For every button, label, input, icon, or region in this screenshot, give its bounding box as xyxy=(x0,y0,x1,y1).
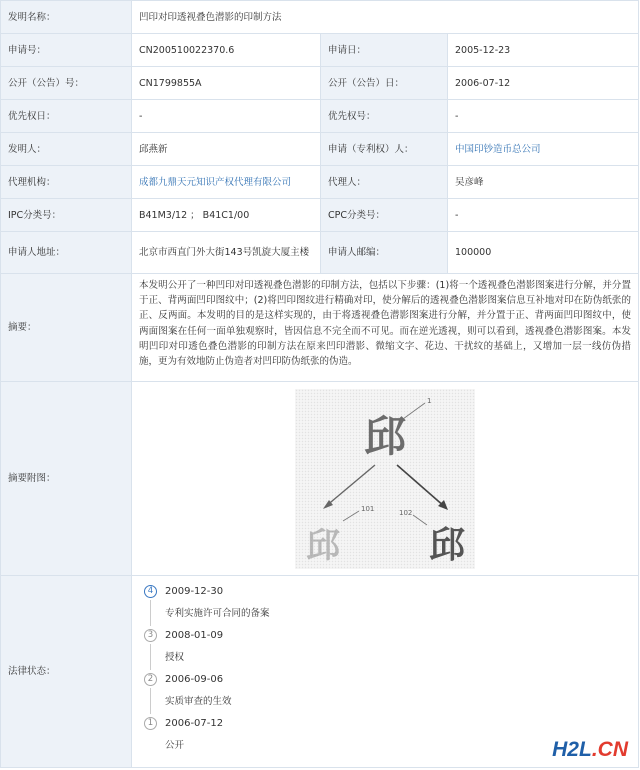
label-agent: 代理人： xyxy=(321,166,448,198)
label-app-no: 申请号： xyxy=(1,34,132,66)
value-priority-no: - xyxy=(448,100,639,132)
label-address: 申请人地址： xyxy=(1,232,132,273)
applicant-link[interactable]: 中国印钞造币总公司 xyxy=(455,143,541,155)
label-pub-date: 公开（公告）日： xyxy=(321,67,448,99)
label-postcode: 申请人邮编： xyxy=(321,232,448,273)
label-title: 发明名称： xyxy=(1,1,132,33)
event-date: 2009-12-30 xyxy=(165,585,224,597)
event-date: 2008-01-09 xyxy=(165,629,224,641)
value-applicant xyxy=(448,133,639,165)
row-ipc xyxy=(1,199,639,232)
figure-drawing xyxy=(295,389,475,569)
watermark-part2: .CN xyxy=(591,738,628,761)
event-text: 实质审查的生效 xyxy=(165,695,232,707)
label-figure: 摘要附图： xyxy=(1,382,132,575)
row-address xyxy=(1,232,639,274)
watermark-part1: H2L xyxy=(552,738,592,761)
label-applicant: 申请（专利权）人： xyxy=(321,133,448,165)
value-postcode: 100000 xyxy=(448,232,639,273)
event-date: 2006-07-12 xyxy=(165,717,224,729)
row-abstract xyxy=(1,274,639,382)
step-number-icon: 4 xyxy=(144,585,157,598)
label-pub-no: 公开（公告）号： xyxy=(1,67,132,99)
value-pub-date: 2006-07-12 xyxy=(448,67,639,99)
value-title: 凹印对印透视叠色潜影的印制方法 xyxy=(132,1,639,33)
agency-link[interactable]: 成都九鼎天元知识产权代理有限公司 xyxy=(139,176,292,188)
figure-cell xyxy=(132,382,639,575)
value-ipc: B41M3/12 ； B41C1/00 xyxy=(132,199,321,231)
row-priority xyxy=(1,100,639,133)
figure-glyph-right: 邱 xyxy=(428,524,466,566)
row-figure xyxy=(1,382,639,576)
legal-event xyxy=(144,670,626,714)
step-number-icon: 3 xyxy=(144,629,157,642)
label-agency: 代理机构： xyxy=(1,166,132,198)
value-inventor: 邱燕新 xyxy=(132,133,321,165)
figure-label-101: 101 xyxy=(361,504,375,513)
event-text: 专利实施许可合同的备案 xyxy=(165,607,270,619)
step-number-icon: 1 xyxy=(144,717,157,730)
value-agent: 吴彦峰 xyxy=(448,166,639,198)
row-agency xyxy=(1,166,639,199)
label-priority-date: 优先权日： xyxy=(1,100,132,132)
figure-label-1: 1 xyxy=(427,396,432,405)
label-app-date: 申请日： xyxy=(321,34,448,66)
value-app-no: CN200510022370.6 xyxy=(132,34,321,66)
value-pub-no: CN1799855A xyxy=(132,67,321,99)
value-priority-date: - xyxy=(132,100,321,132)
row-title xyxy=(1,1,639,34)
step-number-icon: 2 xyxy=(144,673,157,686)
figure-glyph-left: 邱 xyxy=(306,525,340,566)
legal-event xyxy=(144,582,626,626)
value-cpc: - xyxy=(448,199,639,231)
value-address: 北京市西直门外大街143号凯旋大厦主楼 xyxy=(132,232,321,273)
value-app-date: 2005-12-23 xyxy=(448,34,639,66)
label-inventor: 发明人： xyxy=(1,133,132,165)
row-legal-status xyxy=(1,576,639,768)
row-pub-no xyxy=(1,67,639,100)
legal-event xyxy=(144,626,626,670)
value-abstract: 本发明公开了一种凹印对印透视叠色潜影的印制方法，包括以下步骤：(1)将一个透视叠色潜影图案进行分解，并分置于正、背两面凹印图纹中；(2)将凹印图纹进行精确对印，使分解后的透视叠色潜影图案信息互补地对印在防伪纸张的正、反两面。本发明的目的是这样实现的，由于将透视叠色潜影图案进行分解，并分置于正、背两面凹印图纹中，使两面图案在任何一面单独观察时，皆因信息不完全而不可见。而在逆光透视，则可以看到，透视叠色潜影图案。本发明凹印对印透色叠色潜影的印制方法在原来凹印潜影、微缩文字、花边、干扰纹的基础上，又增加一层一线仿伪措施，更为有效地防止伪造者对凹印防伪纸张的伪造。 xyxy=(132,274,639,381)
figure-label-102: 102 xyxy=(399,508,413,517)
figure-glyph-top: 邱 xyxy=(363,411,407,461)
label-cpc: CPC分类号： xyxy=(321,199,448,231)
row-app-no xyxy=(1,34,639,67)
label-priority-no: 优先权号： xyxy=(321,100,448,132)
event-text: 授权 xyxy=(165,651,185,663)
abstract-figure xyxy=(295,389,475,569)
value-agency xyxy=(132,166,321,198)
event-text: 公开 xyxy=(165,739,185,751)
event-date: 2006-09-06 xyxy=(165,673,224,685)
site-watermark-logo xyxy=(552,738,628,762)
label-ipc: IPC分类号： xyxy=(1,199,132,231)
row-inventor xyxy=(1,133,639,166)
label-legal-status: 法律状态： xyxy=(1,576,132,767)
label-abstract: 摘要： xyxy=(1,274,132,381)
